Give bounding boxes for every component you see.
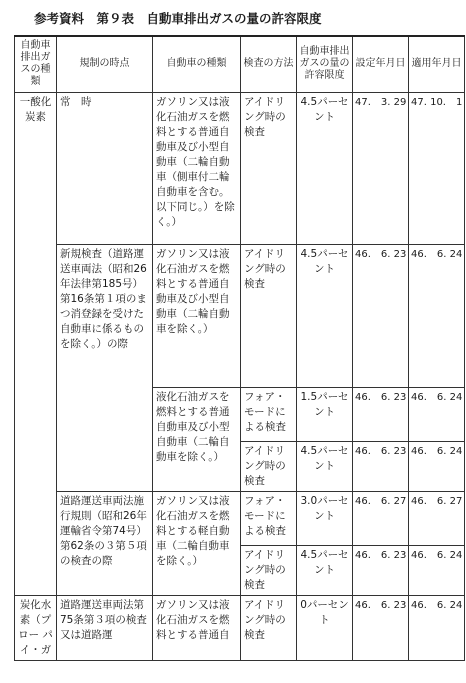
set-date-cell: 46. 6. 23	[353, 595, 409, 660]
time-cell: 常 時	[57, 92, 153, 244]
set-date-cell: 46. 6. 23	[353, 387, 409, 441]
method-cell: アイドリング時の検査	[241, 92, 297, 244]
set-date-cell: 46. 6. 23	[353, 244, 409, 387]
time-cell: 新規検査（道路運送車両法（昭和26年法律第185号）第16条第１項のまつ消登録を受けた自動車に係るものを除く。）の際	[57, 244, 153, 491]
header-set-date: 設定年月日	[353, 36, 409, 92]
page-title: 参考資料 第９表 自動車排出ガスの量の許容限度	[34, 11, 322, 26]
table-header-row	[15, 36, 465, 92]
set-date-cell: 46. 6. 23	[353, 545, 409, 595]
apply-date-cell: 46. 6. 24	[409, 387, 465, 441]
method-cell: フォア・モードによる検査	[241, 491, 297, 545]
vehicle-cell: ガソリン又は液化石油ガスを燃料とする普通自動車及び小型自動車（二輪自動車を除く。）	[153, 244, 241, 387]
apply-date-cell: 46. 6. 24	[409, 595, 465, 660]
method-cell: アイドリング時の検査	[241, 545, 297, 595]
set-date-cell: 46. 6. 27	[353, 491, 409, 545]
vehicle-cell: ガソリン又は液化石油ガスを燃料とする普通自動車及び小型自動車（二輪自動車（側車付二輪自動車を含む。以下同じ。）を除く。）	[153, 92, 241, 244]
vehicle-cell: ガソリン又は液化石油ガスを燃料とする軽自動車（二輪自動車を除く。）	[153, 491, 241, 595]
limit-cell: 0パーセント	[297, 595, 353, 660]
header-limit: 自動車排出ガスの量の許容限度	[297, 36, 353, 92]
set-date-cell: 47. 3. 29	[353, 92, 409, 244]
limit-cell: 1.5パーセント	[297, 387, 353, 441]
method-cell: フォア・モードによる検査	[241, 387, 297, 441]
table-row	[15, 244, 465, 387]
apply-date-cell: 46. 6. 27	[409, 491, 465, 545]
table-row	[15, 92, 465, 244]
header-time: 規制の時点	[57, 36, 153, 92]
table-row	[15, 595, 465, 660]
header-vehicle: 自動車の種類	[153, 36, 241, 92]
apply-date-cell: 46. 6. 24	[409, 545, 465, 595]
header-gas-type: 自動車排出ガスの種類	[15, 36, 57, 92]
emission-limit-table	[14, 35, 465, 661]
limit-cell: 4.5パーセント	[297, 441, 353, 491]
time-cell: 道路運送車両法施行規則（昭和26年運輸省令第74号）第62条の３第５項の検査の際	[57, 491, 153, 595]
header-method: 検査の方法	[241, 36, 297, 92]
gas-type-cell: 一酸化炭素	[15, 92, 57, 595]
method-cell: アイドリング時の検査	[241, 595, 297, 660]
time-cell: 道路運送車両法第75条第３項の検査又は道路運	[57, 595, 153, 660]
apply-date-cell: 46. 6. 24	[409, 244, 465, 387]
limit-cell: 4.5パーセント	[297, 244, 353, 387]
header-apply-date: 適用年月日	[409, 36, 465, 92]
limit-cell: 4.5パーセント	[297, 92, 353, 244]
limit-cell: 3.0パーセント	[297, 491, 353, 545]
table-row	[15, 491, 465, 545]
vehicle-cell: ガソリン又は液化石油ガスを燃料とする普通自	[153, 595, 241, 660]
apply-date-cell: 47. 10. 1	[409, 92, 465, 244]
method-cell: アイドリング時の検査	[241, 244, 297, 387]
vehicle-cell: 液化石油ガスを燃料とする普通自動車及び小型自動車（二輪自動車を除く。）	[153, 387, 241, 491]
gas-type-cell: 炭化水素（プロー パイ・ガ	[15, 595, 57, 660]
set-date-cell: 46. 6. 23	[353, 441, 409, 491]
apply-date-cell: 46. 6. 24	[409, 441, 465, 491]
method-cell: アイドリング時の検査	[241, 441, 297, 491]
limit-cell: 4.5パーセント	[297, 545, 353, 595]
